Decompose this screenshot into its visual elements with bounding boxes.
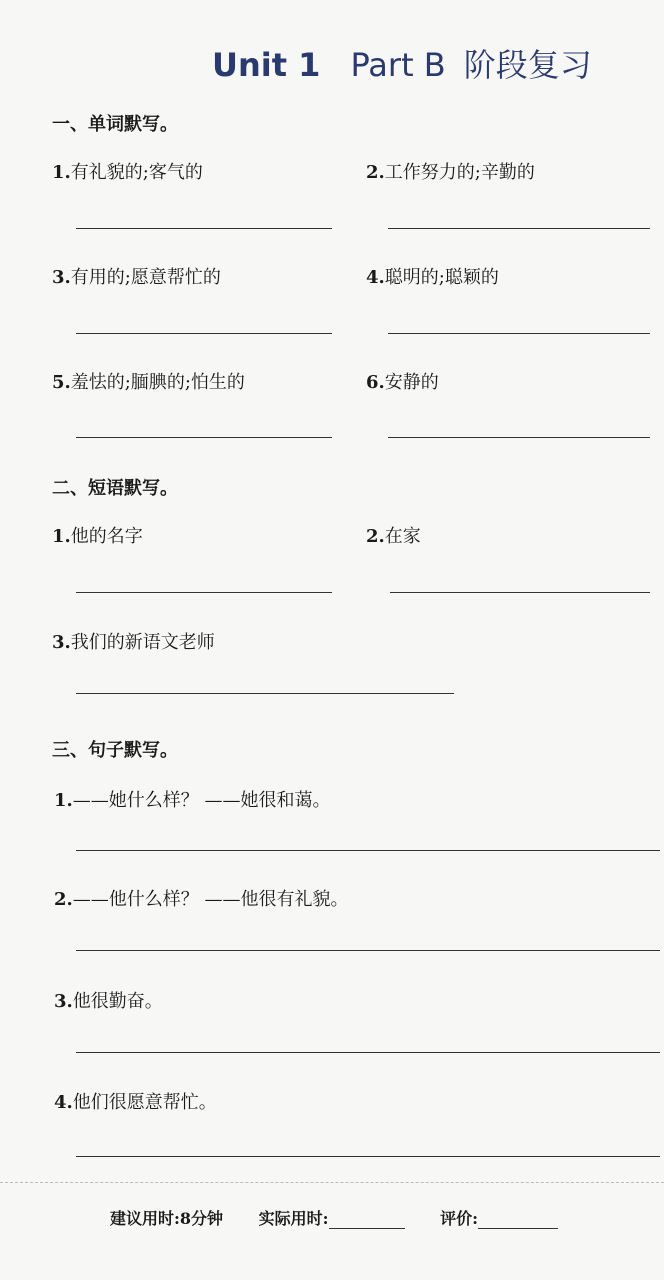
- item-number: 3.: [54, 991, 73, 1012]
- item-number: 6.: [366, 372, 385, 393]
- item-text: 在家: [384, 526, 421, 547]
- actual-time-blank[interactable]: [329, 1210, 405, 1229]
- item-number: 1.: [52, 526, 71, 547]
- item-number: 3.: [52, 267, 71, 288]
- answer-line-word-2[interactable]: [388, 228, 650, 229]
- item-text: 他的名字: [70, 526, 143, 547]
- title-cn: 阶段复习: [463, 46, 592, 84]
- item-text: 羞怯的;腼腆的;怕生的: [70, 372, 245, 393]
- item-number: 1.: [52, 162, 71, 183]
- item-text: 工作努力的;辛勤的: [384, 162, 535, 183]
- word-item-6: [366, 368, 439, 394]
- title-part: Part B: [350, 46, 446, 84]
- item-number: 2.: [366, 526, 385, 547]
- answer-line-sentence-2[interactable]: [76, 950, 660, 951]
- item-text: 安静的: [384, 372, 439, 393]
- item-text: 他很勤奋。: [72, 991, 163, 1012]
- sentence-item-1: [54, 786, 331, 812]
- item-text: ——她什么样？ ——她很和蔼。: [72, 790, 331, 811]
- phrase-item-3: [52, 628, 215, 654]
- item-number: 5.: [52, 372, 71, 393]
- section-heading-sentences: 三、句子默写。: [52, 740, 178, 761]
- actual-time-label: 实际用时:: [258, 1209, 329, 1228]
- answer-line-word-1[interactable]: [76, 228, 332, 229]
- rating-label: 评价:: [440, 1209, 479, 1228]
- phrase-item-2: [366, 522, 421, 548]
- phrase-item-1: [52, 522, 143, 548]
- item-text: ——他什么样？ ——他很有礼貌。: [72, 889, 349, 910]
- title-unit: Unit 1: [212, 46, 321, 84]
- footer: [110, 1206, 558, 1229]
- item-text: 有礼貌的;客气的: [70, 162, 203, 183]
- sentence-item-4: [54, 1088, 217, 1114]
- sentence-item-2: [54, 885, 349, 911]
- sentence-item-3: [54, 987, 163, 1013]
- answer-line-phrase-3[interactable]: [76, 693, 454, 694]
- answer-line-sentence-1[interactable]: [76, 850, 660, 851]
- section-heading-words: 一、单词默写。: [52, 114, 178, 135]
- item-text: 我们的新语文老师: [70, 632, 215, 653]
- item-number: 2.: [54, 889, 73, 910]
- answer-line-phrase-2[interactable]: [390, 592, 650, 593]
- item-text: 有用的;愿意帮忙的: [70, 267, 221, 288]
- suggested-time: 建议用时:8分钟: [110, 1209, 224, 1228]
- answer-line-word-5[interactable]: [76, 437, 332, 438]
- answer-line-phrase-1[interactable]: [76, 592, 332, 593]
- item-number: 4.: [54, 1092, 73, 1113]
- section-heading-phrases: 二、短语默写。: [52, 478, 178, 499]
- answer-line-word-6[interactable]: [388, 437, 650, 438]
- answer-line-sentence-3[interactable]: [76, 1052, 660, 1053]
- item-text: 他们很愿意帮忙。: [72, 1092, 217, 1113]
- word-item-2: [366, 158, 535, 184]
- word-item-5: [52, 368, 245, 394]
- item-number: 1.: [54, 790, 73, 811]
- answer-line-word-4[interactable]: [388, 333, 650, 334]
- word-item-1: [52, 158, 203, 184]
- word-item-3: [52, 263, 221, 289]
- item-number: 2.: [366, 162, 385, 183]
- item-number: 4.: [366, 267, 385, 288]
- page-title: [212, 40, 592, 86]
- word-item-4: [366, 263, 499, 289]
- answer-line-sentence-4[interactable]: [76, 1156, 660, 1157]
- footer-divider: [0, 1182, 664, 1183]
- rating-blank[interactable]: [478, 1210, 558, 1229]
- item-number: 3.: [52, 632, 71, 653]
- item-text: 聪明的;聪颖的: [384, 267, 499, 288]
- answer-line-word-3[interactable]: [76, 333, 332, 334]
